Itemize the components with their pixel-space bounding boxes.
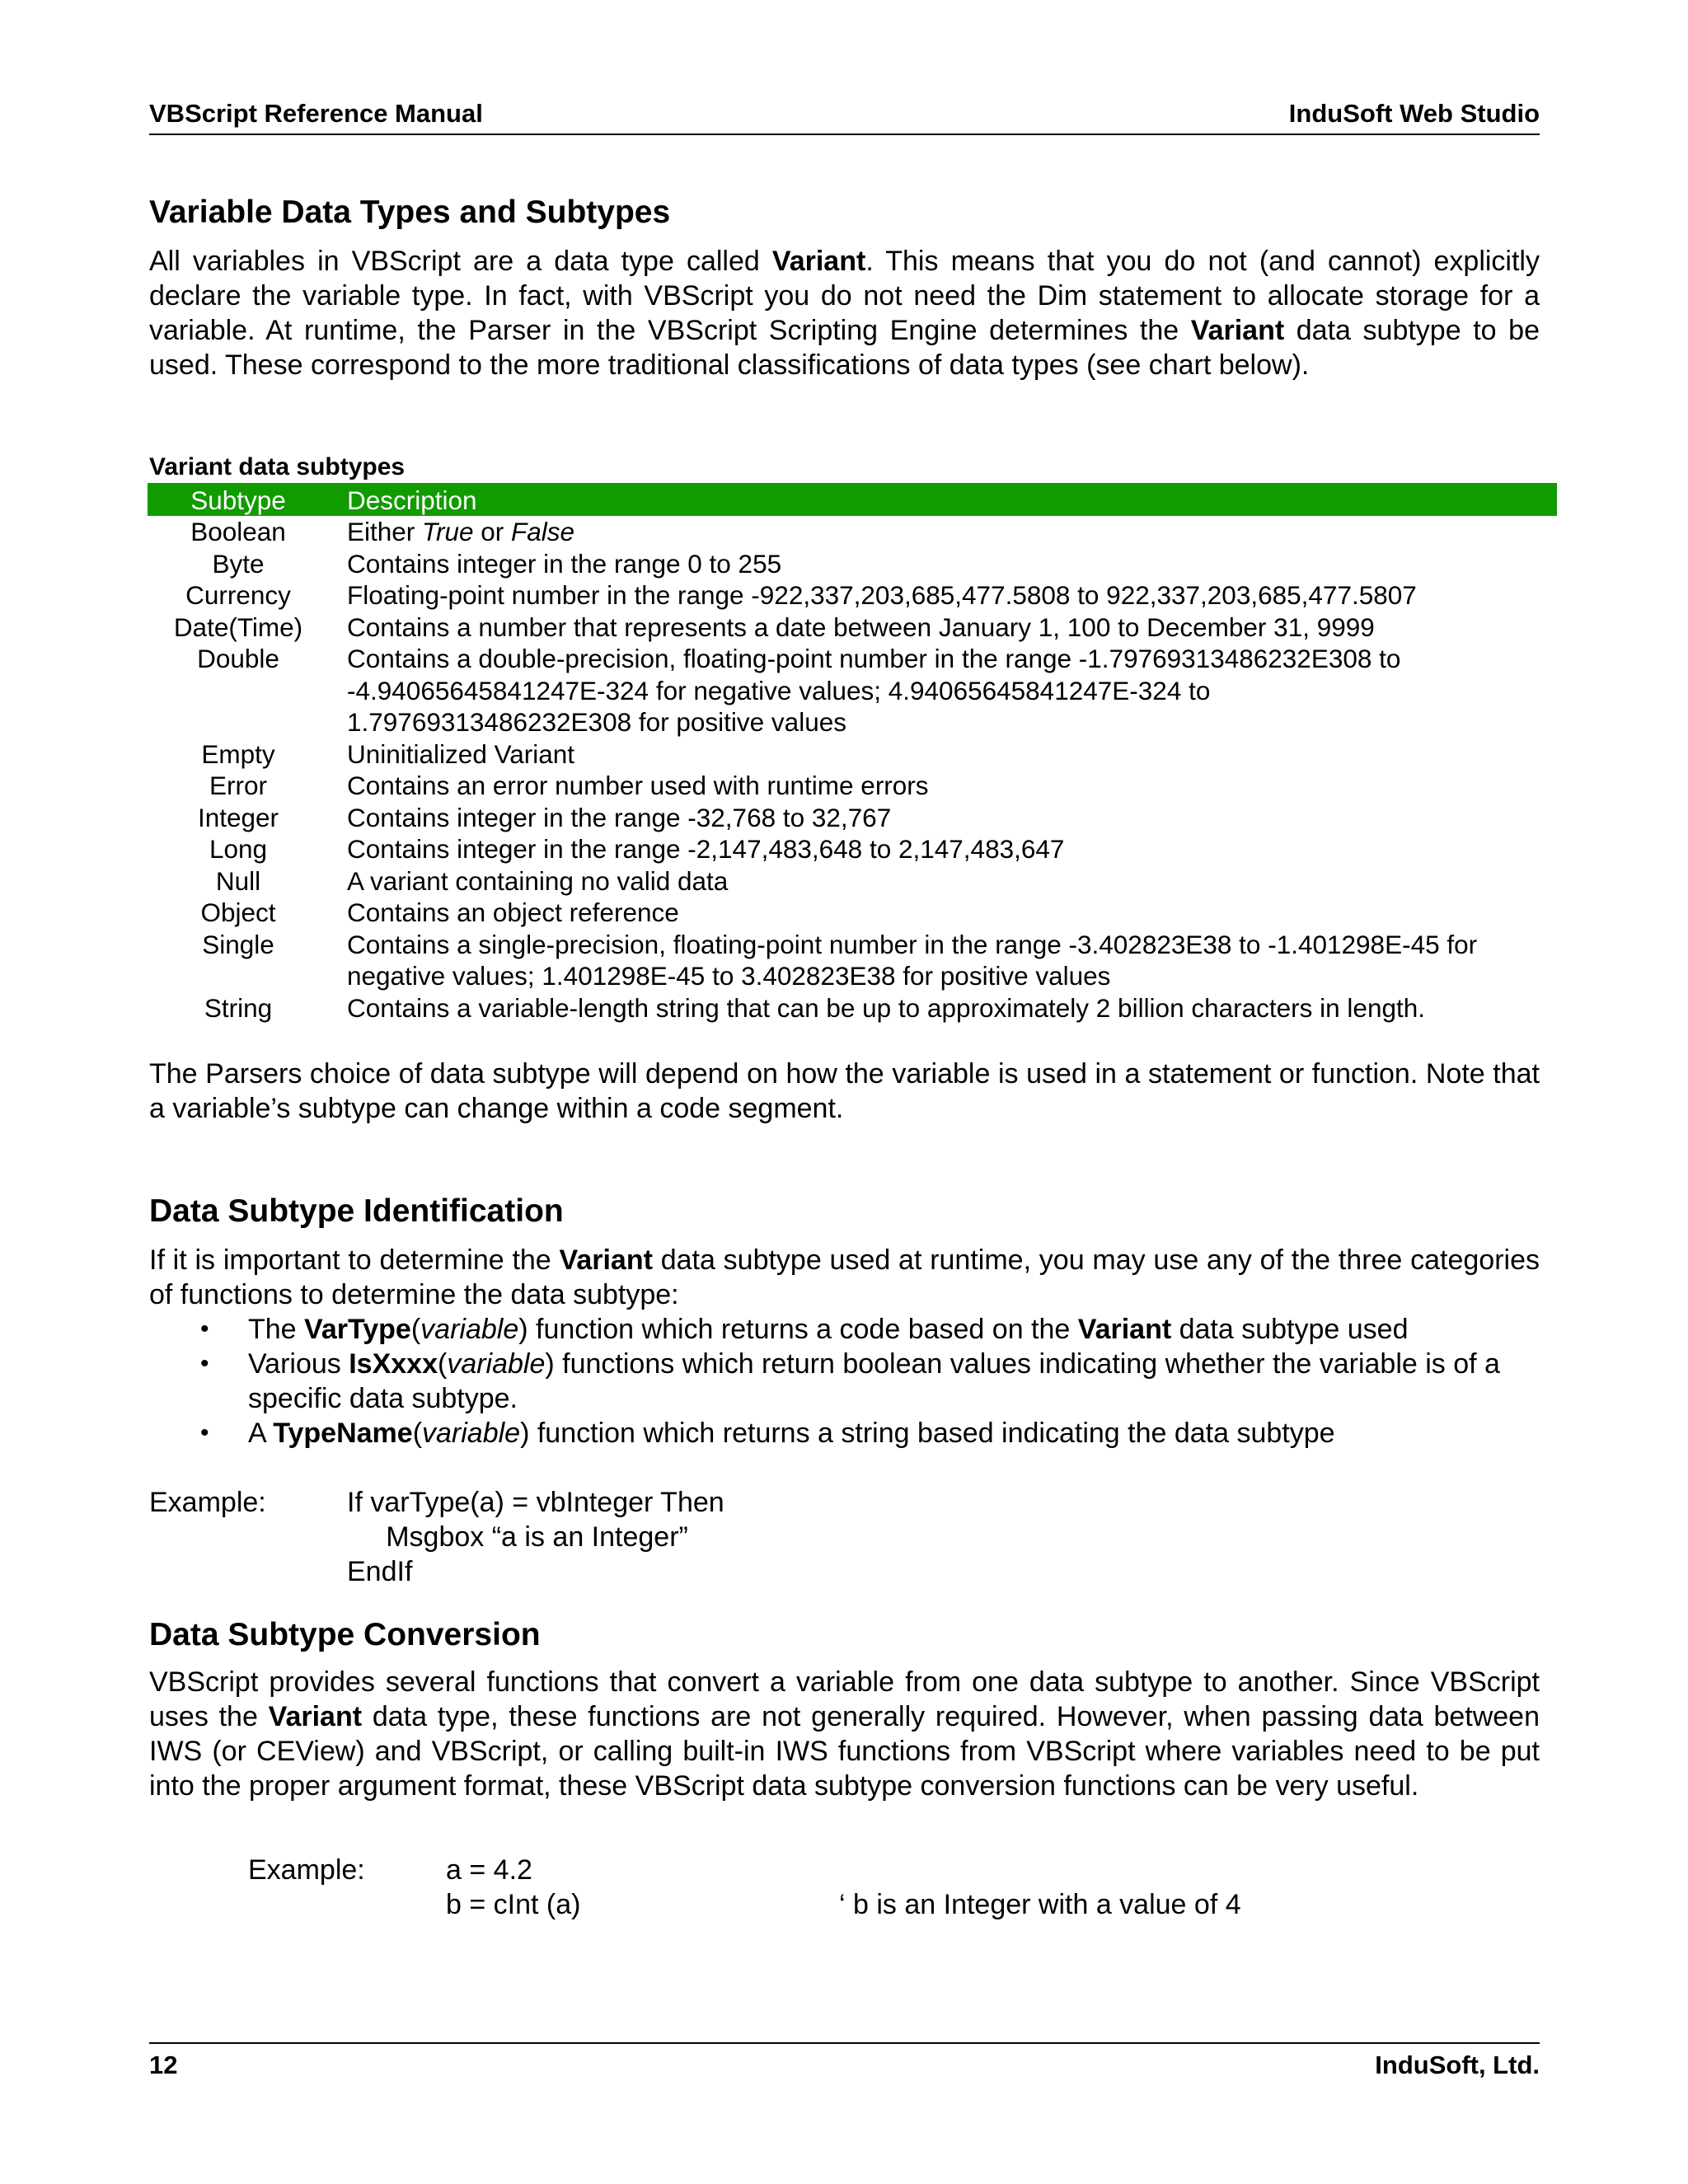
subtype-cell: Integer xyxy=(197,802,279,832)
example-code-line: EndIf xyxy=(347,1556,413,1587)
table-row xyxy=(148,548,1557,580)
description-cell: Contains a variable-length string that can be up to approximately 2 billion characters in length. xyxy=(347,992,1426,1023)
section-title-data-types: Variable Data Types and Subtypes xyxy=(149,194,671,230)
subtype-cell: Boolean xyxy=(190,517,286,546)
table-caption: Variant data subtypes xyxy=(149,453,406,480)
bullet-vartype xyxy=(149,1312,1540,1347)
table-row xyxy=(148,992,1557,1024)
table-row xyxy=(148,516,1557,548)
document-page xyxy=(149,0,1540,2184)
section-title-identification: Data Subtype Identification xyxy=(149,1193,564,1229)
bullet-text: The VarType(variable) function which returns a code based on the Variant data subtype used xyxy=(248,1314,1409,1345)
description-cell: Contains an object reference xyxy=(347,898,679,927)
description-cell: Contains integer in the range -32,768 to 32,767 xyxy=(347,802,892,832)
subtype-cell: Currency xyxy=(185,580,291,610)
table-body xyxy=(148,516,1557,1024)
conversion-example-label: Example: xyxy=(248,1854,365,1886)
subtype-cell: Error xyxy=(209,771,267,800)
header-manual-title: VBScript Reference Manual xyxy=(149,99,483,128)
subtype-cell: Object xyxy=(200,898,276,927)
table-row xyxy=(148,612,1557,644)
table-row xyxy=(148,833,1557,865)
subtype-choice-paragraph: The Parsers choice of data subtype will depend on how the variable is used in a statement or function. Note that a variable’s subtype can change within a code segment. xyxy=(149,1058,1540,1124)
subtype-cell: Empty xyxy=(201,738,275,769)
table-row xyxy=(148,929,1557,992)
description-cell: Uninitialized Variant xyxy=(347,738,575,769)
description-cell: A variant containing no valid data xyxy=(347,865,729,896)
conversion-code-comment: ‘ b is an Integer with a value of 4 xyxy=(839,1889,1241,1920)
footer-company: InduSoft, Ltd. xyxy=(1375,2050,1540,2079)
table-row xyxy=(148,802,1557,834)
subtype-cell: Single xyxy=(202,929,274,959)
bullet-mark: • xyxy=(200,1350,209,1377)
subtype-cell: Null xyxy=(215,865,261,896)
column-header-description: Description xyxy=(347,485,477,515)
subtype-cell: Double xyxy=(197,644,279,673)
bullet-isxxxx xyxy=(149,1347,1540,1416)
description-cell: Contains a number that represents a date between January 1, 100 to December 31, 9999 xyxy=(347,612,1375,642)
table-row xyxy=(148,897,1557,929)
conversion-paragraph: VBScript provides several functions that convert a variable from one data subtype to another. Since VBScript uses the Variant data type, these functions are not generally required. However, when passing data between IWS (or CEView) and VBScript, or calling built-in IWS functions from VBScript where variables need to be put into the proper argument format, these VBScript data subtype conversion functions can be very useful. xyxy=(149,1666,1540,1802)
description-cell: Contains integer in the range -2,147,483,648 to 2,147,483,647 xyxy=(347,834,1065,864)
column-header-subtype: Subtype xyxy=(190,485,286,515)
conversion-code-line: a = 4.2 xyxy=(446,1854,532,1886)
subtype-cell: Byte xyxy=(212,548,265,579)
table-row xyxy=(148,770,1557,802)
description-cell: Contains integer in the range 0 to 255 xyxy=(347,548,782,579)
table-row xyxy=(148,865,1557,898)
page-number: 12 xyxy=(149,2050,178,2079)
table-row xyxy=(148,738,1557,771)
conversion-code-line: b = cInt (a) xyxy=(446,1889,581,1920)
subtype-cell: Date(Time) xyxy=(173,612,303,642)
bullet-mark: • xyxy=(200,1315,209,1343)
description-cell: Contains a single-precision, floating-point number in the range -3.402823E38 to -1.401298E-45 for negative values; 1.401298E-45 to 3.402823E38 for positive values xyxy=(347,929,1478,991)
description-cell: Contains an error number used with runtime errors xyxy=(347,771,929,800)
example-code-line: If varType(a) = vbInteger Then xyxy=(347,1487,724,1518)
identification-paragraph: If it is important to determine the Variant data subtype used at runtime, you may use any of the three categories of functions to determine the data subtype: xyxy=(149,1244,1540,1310)
description-cell: Contains a double-precision, floating-point number in the range -1.79769313486232E308 to -4.94065645841247E-324 for negative values; 4.94065645841247E-324 to 1.79769313486232E308 for positive values xyxy=(347,644,1401,737)
subtype-cell: Long xyxy=(209,834,268,864)
bullet-text: A TypeName(variable) function which returns a string based indicating the data subtype xyxy=(248,1418,1335,1449)
subtype-cell: String xyxy=(204,992,273,1023)
bullet-mark: • xyxy=(200,1419,209,1446)
section-title-conversion: Data Subtype Conversion xyxy=(149,1617,541,1652)
variant-subtype-table xyxy=(148,483,1557,1024)
example-label: Example: xyxy=(149,1487,266,1518)
bullet-text: Various IsXxxx(variable) functions which return boolean values indicating whether the variable is of a specific data subtype. xyxy=(248,1348,1500,1414)
intro-paragraph: All variables in VBScript are a data type called Variant. This means that you do not (and cannot) explicitly declare the variable type. In fact, with VBScript you do not need the Dim statement to allocate storage for a variable. At runtime, the Parser in the VBScript Scripting Engine determines the Variant data subtype to be used. These correspond to the more traditional classifications of data types (see chart below). xyxy=(149,246,1540,381)
header-product-name: InduSoft Web Studio xyxy=(1288,99,1540,128)
example-code-line: Msgbox “a is an Integer” xyxy=(347,1521,688,1553)
page-footer xyxy=(149,2042,1540,2080)
table-row xyxy=(148,579,1557,612)
page-header xyxy=(149,97,1540,135)
description-cell: Floating-point number in the range -922,337,203,685,477.5808 to 922,337,203,685,477.5807 xyxy=(347,580,1417,610)
table-row xyxy=(148,643,1557,738)
table-header-row xyxy=(148,483,1557,516)
description-cell: Either True or False xyxy=(347,517,575,546)
bullet-typename xyxy=(149,1416,1540,1451)
